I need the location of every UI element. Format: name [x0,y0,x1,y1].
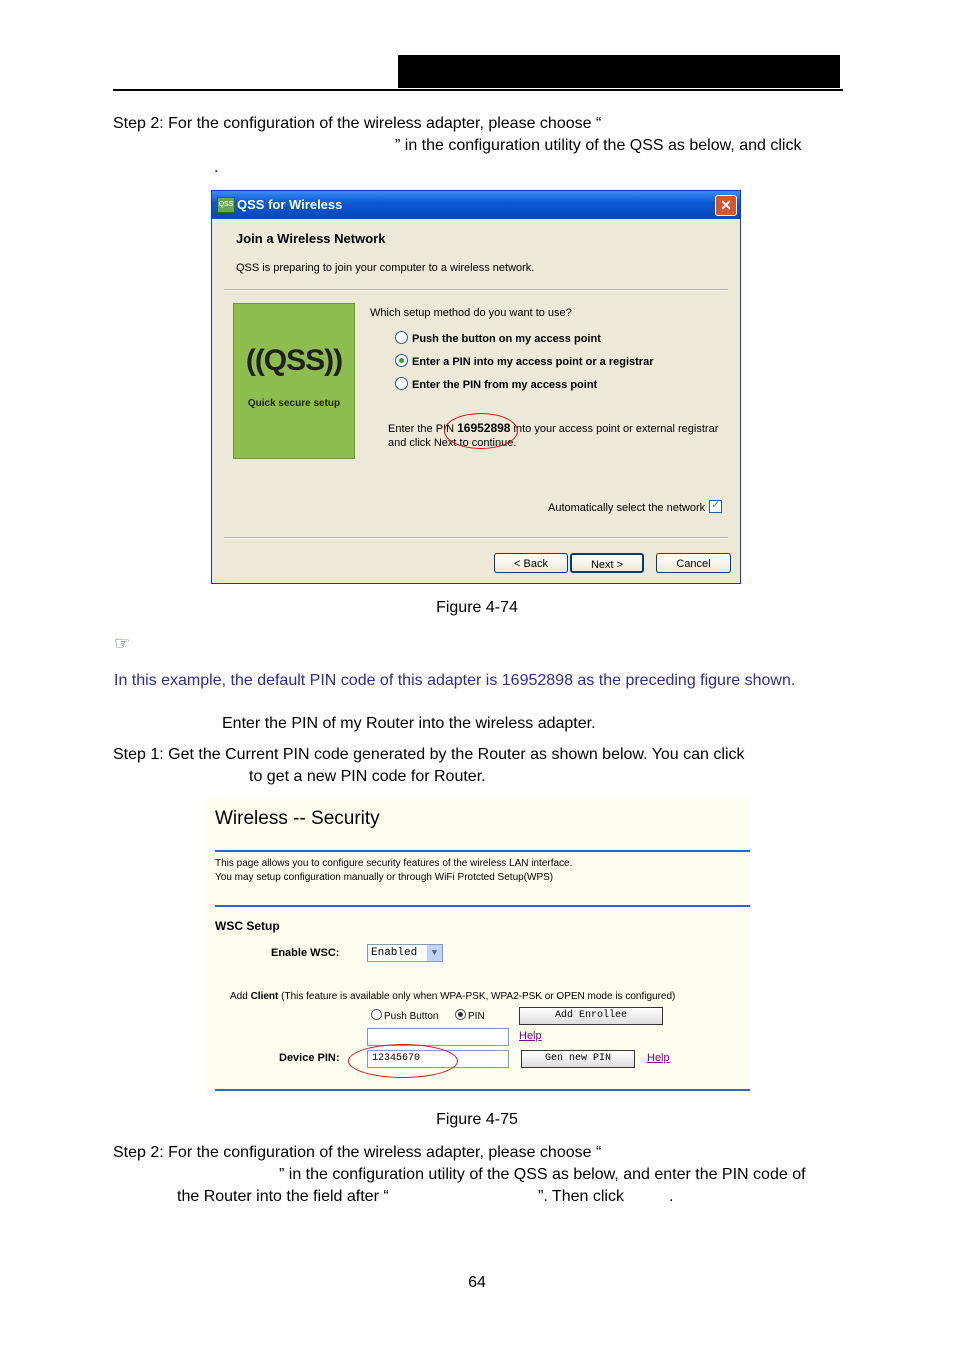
router-description [215,857,572,885]
radio-icon[interactable] [395,331,408,344]
pin-line2: and click Next to continue. [388,437,517,449]
setup-question: Which setup method do you want to use? [370,307,572,319]
option-enter-pin-into-ap[interactable] [395,354,653,368]
step2-line2: ” in the configuration utility of the QSS as below, and click [395,137,802,154]
dialog-titlebar [212,191,740,219]
add-client-rest: (This feature is available only when WPA-PSK, WPA2-PSK or OPEN mode is configured) [278,991,676,1002]
push-button-label: Push Button [384,1011,439,1022]
radio-icon[interactable] [371,1009,382,1020]
note-text: In this example, the default PIN code of this adapter is 16952898 as the preceding figure shown. [114,672,796,689]
add-client-prefix: Add [230,991,251,1002]
dialog-heading: Join a Wireless Network [236,231,386,246]
help-link[interactable]: Help [519,1030,542,1042]
step2b-line1: Step 2: For the configuration of the wireless adapter, please choose “ [113,1144,602,1161]
add-client-text [230,991,675,1002]
step2b-line3b: ”. Then click [538,1188,624,1205]
pin-value: 16952898 [457,421,511,435]
enable-wsc-value: Enabled [371,947,418,959]
radio-selected-icon[interactable] [455,1009,466,1020]
router-title: Wireless -- Security [215,808,380,829]
divider [215,850,750,852]
device-pin-highlight-circle [348,1044,458,1078]
router-wireless-security-panel [206,799,750,1093]
qss-logo-caption: Quick secure setup [247,398,341,409]
pin-instruction [388,421,728,450]
page-number: 64 [468,1274,486,1291]
radio-icon[interactable] [395,377,408,390]
step2b-line2: ” in the configuration utility of the QSS as below, and enter the PIN code of [279,1166,806,1183]
next-button[interactable]: Next > [570,553,644,573]
figure-caption-74: Figure 4-74 [436,599,518,616]
divider [215,905,750,907]
help-link[interactable]: Help [647,1052,670,1064]
enrollee-pin-input[interactable] [367,1028,509,1046]
dialog-subtitle: QSS is preparing to join your computer to a wireless network. [236,262,535,274]
device-pin-label: Device PIN: [279,1052,340,1064]
radio-push-button[interactable] [371,1009,438,1022]
step2b-line3c: . [669,1188,674,1205]
wsc-setup-heading: WSC Setup [215,919,280,933]
qss-logo-icon: ((QSS)) [245,344,343,377]
note-hand-icon: ☞ [114,633,131,654]
step1-line1: Step 1: Get the Current PIN code generated by the Router as shown below. You can click [113,746,745,763]
enable-wsc-label: Enable WSC: [271,947,340,959]
auto-select-label: Automatically select the network [548,502,706,514]
option-label: Enter the PIN from my access point [412,379,598,391]
pin-prefix: Enter the PIN [388,423,458,435]
pin-option-label: PIN [468,1011,485,1022]
option-enter-pin-from-ap[interactable] [395,377,597,391]
add-client-bold: Client [250,991,279,1002]
pin-suffix: into your access point or external registrar [510,423,719,435]
radio-selected-icon[interactable] [395,354,408,367]
cancel-button[interactable]: Cancel [656,553,731,573]
back-button[interactable]: < Back [494,553,568,573]
divider [224,289,728,291]
pin-highlight-circle [444,413,518,449]
qss-app-icon: QSS [217,197,235,213]
header-rule [113,89,843,91]
option-label: Push the button on my access point [412,333,601,345]
qss-dialog [211,190,741,584]
close-button[interactable]: ✕ [715,195,737,216]
radio-pin[interactable] [455,1009,485,1022]
device-pin-field[interactable]: 12345670 [367,1050,509,1068]
divider [224,537,728,539]
enable-wsc-select[interactable] [367,944,443,962]
option-push-button[interactable] [395,331,601,345]
dialog-title: QSS for Wireless [237,197,343,212]
desc-line1: This page allows you to configure security features of the wireless LAN interface. [215,858,573,869]
chevron-down-icon[interactable]: ▼ [427,945,442,961]
qss-logo-panel [233,303,355,459]
auto-select-network[interactable] [548,500,722,514]
step2-line3: . [214,159,219,176]
step1-line2: to get a new PIN code for Router. [249,768,486,785]
step2b-line3a: the Router into the field after “ [177,1188,389,1205]
checkbox-checked-icon[interactable] [709,500,722,513]
step2-line1: Step 2: For the configuration of the wireless adapter, please choose “ [113,115,602,132]
option-label: Enter a PIN into my access point or a registrar [412,356,654,368]
gen-new-pin-button[interactable]: Gen new PIN [521,1050,635,1068]
header-bar [398,55,840,88]
desc-line2: You may setup configuration manually or through WiFi Protcted Setup(WPS) [215,872,554,883]
method-line: Enter the PIN of my Router into the wireless adapter. [222,715,596,732]
divider [215,1089,750,1091]
figure-caption-75: Figure 4-75 [436,1111,518,1128]
add-enrollee-button[interactable]: Add Enrollee [519,1007,663,1025]
